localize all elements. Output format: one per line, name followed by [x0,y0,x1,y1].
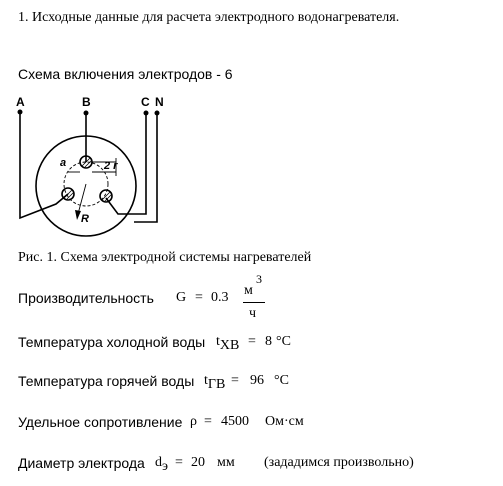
diameter-symbol: dэ [155,455,169,474]
productivity-value: 0.3 [211,290,229,305]
diameter-note: (зададимся произвольно) [264,455,414,470]
label-c-terminal: C [141,95,150,109]
hot-water-value: 96 [250,373,264,388]
resistivity-symbol: ρ [190,414,197,429]
label-n-terminal: N [155,95,164,109]
productivity-eq: = [195,290,203,305]
hot-water-label: Температура горячей воды [18,373,195,389]
cold-water-eq: = [248,334,256,349]
diameter-label: Диаметр электрода [18,455,145,471]
param-diameter [18,455,488,477]
cold-water-value: 8 [265,334,272,349]
figure-caption: Рис. 1. Схема электродной системы нагревателей [18,250,312,265]
label-radius-r: R [81,213,89,225]
diameter-value: 20 [191,455,205,470]
productivity-symbol: G [176,290,187,305]
resistivity-value: 4500 [221,414,249,429]
cold-water-symbol: tХВ [216,334,240,353]
page-heading: 1. Исходные данные для расчета электродного водонагревателя. [18,10,400,25]
cold-water-subscript: ХВ [219,338,240,353]
productivity-unit-exp: 3 [256,272,262,286]
cold-water-unit: °C [276,334,291,349]
hot-water-unit: °C [274,373,289,388]
param-hot-water [18,373,318,395]
label-b-terminal: B [82,95,91,109]
resistivity-eq: = [204,414,212,429]
diameter-eq: = [175,455,183,470]
scheme-title: Схема включения электродов - 6 [18,66,233,82]
resistivity-label: Удельное сопротивление [18,414,183,430]
resistivity-unit: Ом·см [265,414,304,429]
productivity-unit-num: м [244,283,253,298]
diameter-subscript: э [162,459,169,474]
hot-water-eq: = [231,373,239,388]
param-cold-water [18,334,318,356]
productivity-label: Производительность [18,290,154,306]
param-resistivity [18,414,338,436]
label-a-terminal: A [16,95,25,109]
productivity-fraction-bar [243,302,265,303]
hot-water-symbol: tГВ [204,373,226,392]
cold-water-label: Температура холодной воды [18,334,206,350]
label-distance-a: a [60,157,67,169]
hot-water-subscript: ГВ [207,377,226,392]
label-diameter-2r: 2 r [104,160,118,172]
productivity-unit-den: ч [249,306,257,321]
diameter-unit: мм [217,455,235,470]
